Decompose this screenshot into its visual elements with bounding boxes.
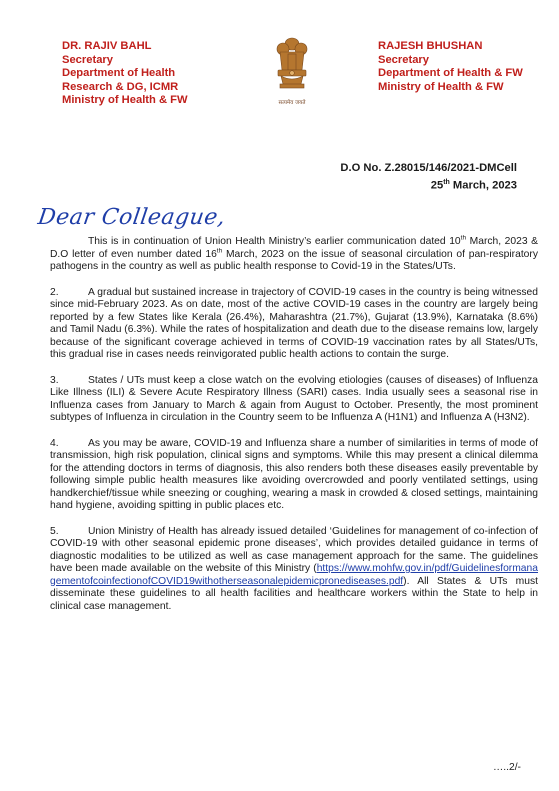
reference-block [340, 162, 517, 193]
paragraph-number: 2. [50, 286, 59, 298]
guidelines-link[interactable]: https://www.mohfw.gov.in/pdf/GuidelinesformanagementofcoinfectionofCOVID19withotherseasonalepidemicpronediseases.pdf [50, 563, 538, 587]
letter-date: 25th March, 2023 [430, 178, 517, 192]
paragraph-5: 5. Union Ministry of Health has already issued detailed ‘Guidelines for management of co-infection of COVID-19 with other seasonal epidemic prone diseases’, which provides detailed guidance in terms of diagnostic modalities to be utilized as well as case management approach for the same. The guidelines have been made available on the website of this Ministry (https://www.mohfw.gov.in/pdf/GuidelinesformanagementofcoinfectionofCOVID19withotherseasonalepidemicpronediseases.pdf). All States & UTs must disseminate these guidelines to all health facilities and healthcare workers within the State to help in clinical case management. [50, 525, 538, 612]
right-signatory-block [378, 40, 523, 94]
salutation: Dear Colleague, [36, 205, 228, 230]
paragraph-1: This is in continuation of Union Health Ministry’s earlier communication dated 10th March, 2023 & D.O letter of even number dated 16th March, 2023 on the issue of seasonal circulation of pan-respiratory pathogens in the country as well as public health response to Covid-19 in the States/UTs. [50, 234, 538, 272]
paragraph-3: 3. States / UTs must keep a close watch on the evolving etiologies (causes of diseases) of Influenza Like Illness (ILI) & Severe Acute Respiratory Illness (SARI) cases. India usually sees a seasonal rise in Influenza cases from January to March & again from August to October. Presently, the most prominent subtypes of Influenza in circulation in the Country seem to be Influenza A (H1N1) and Influenza A (H3N2). [50, 374, 538, 423]
do-number: D.O No. Z.28015/146/2021-DMCell [340, 162, 517, 174]
letter-body [50, 236, 538, 626]
paragraph-number: 4. [50, 437, 59, 449]
page-continuation: …..2/- [492, 762, 521, 773]
left-signatory-research: Research & DG, ICMR [62, 80, 179, 93]
right-signatory-name: RAJESH BHUSHAN [378, 40, 483, 52]
paragraph-4: 4. As you may be aware, COVID-19 and Influenza share a number of similarities in terms of mode of transmission, high risk population, clinical signs and symptoms. While this may present a clinical dilemma for the attending doctors in terms of diagnosis, this also renders both these diseases easily preventable by following simple public health measures like avoiding overcrowded and poorly ventilated settings, using handkerchief/tissue while sneezing or coughing, wearing a mask in crowded & closed settings, maintaining hand hygiene, avoiding spitting in public places etc. [50, 437, 538, 511]
paragraph-number: 5. [50, 525, 59, 537]
left-signatory-department: Department of Health [62, 67, 176, 80]
right-signatory-department: Department of Health & FW [378, 67, 523, 80]
left-signatory-block [62, 40, 188, 108]
left-signatory-name: DR. RAJIV BAHL [62, 40, 152, 52]
left-signatory-ministry: Ministry of Health & FW [62, 94, 188, 107]
paragraph-2: 2. A gradual but sustained increase in trajectory of COVID-19 cases in the country is being witnessed since mid-February 2023. As on date, most of the active COVID-19 cases in the country are largely being reported by a few States like Kerala (26.4%), Maharashtra (21.7%), Gujarat (13.9%), Karnataka (8.6%) and Tamil Nadu (6.3%). While the rates of hospitalization and death due to the disease remains low, largely because of the significant coverage achieved in terms of COVID-19 vaccination rates by all States/UTs, this gradual rise in cases needs reinvigorated public health actions to contain the surge. [50, 286, 538, 360]
lion-capital-icon [272, 34, 312, 98]
emblem-motto: सत्यमेव जयते [278, 100, 306, 106]
right-signatory-title: Secretary [378, 53, 430, 66]
right-signatory-ministry: Ministry of Health & FW [378, 80, 504, 93]
left-signatory-title: Secretary [62, 53, 114, 66]
paragraph-number: 3. [50, 374, 59, 386]
national-emblem [270, 34, 314, 110]
